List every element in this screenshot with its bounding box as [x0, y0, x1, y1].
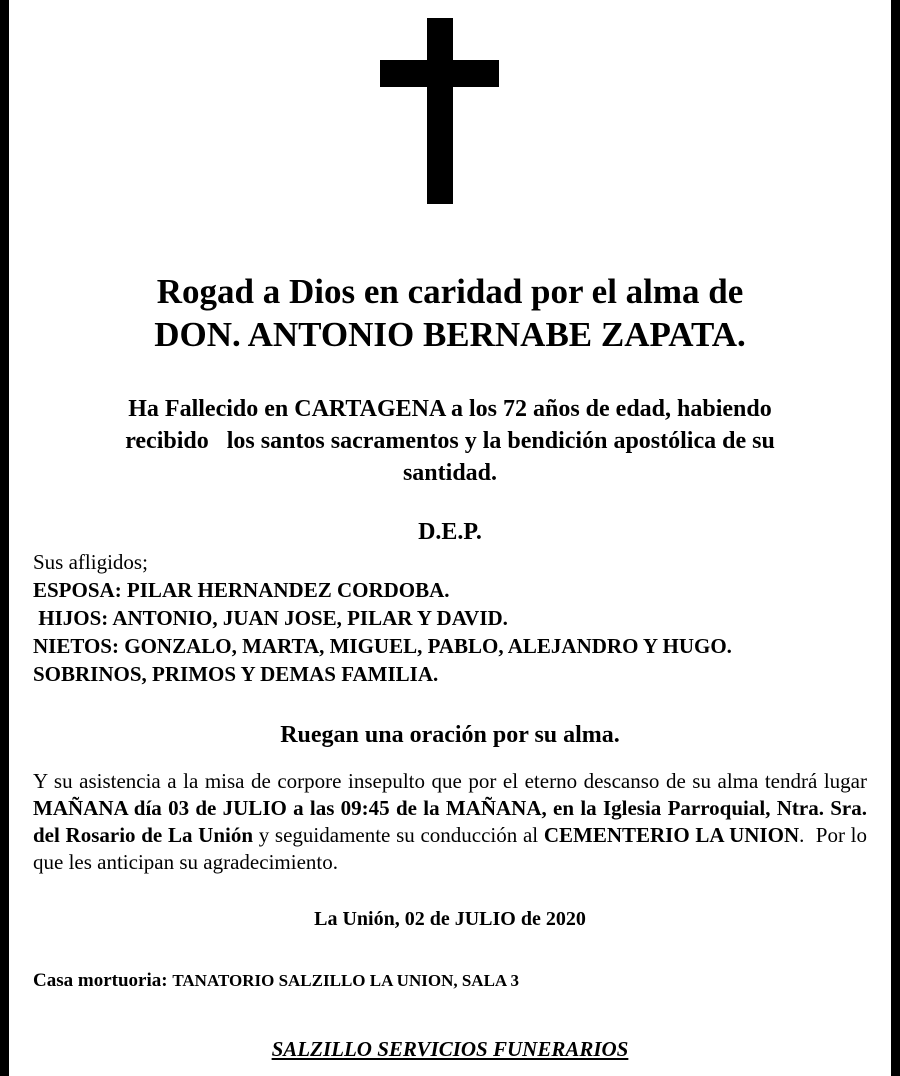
family-list [33, 548, 867, 688]
family-grandchildren: NIETOS: GONZALO, MARTA, MIGUEL, PABLO, ALEJANDRO Y HUGO. [33, 634, 732, 658]
dep-heading: D.E.P. [418, 519, 482, 545]
announcement-line-2: recibido los santos sacramentos y la bendición apostólica de su [125, 428, 775, 454]
cemetery-name: CEMENTERIO LA UNION [543, 823, 800, 847]
mass-time-place: MAÑANA día 03 de JULIO a las 09:45 de la MAÑANA, en la Iglesia Parroquial, Ntra. Sra. del Rosario de La Unión [33, 796, 867, 847]
announcement-line-3: santidad. [402, 460, 498, 486]
funeral-services-signature: SALZILLO SERVICIOS FUNERARIOS [271, 1037, 629, 1061]
funeral-home-value: TANATORIO SALZILLO LA UNION, SALA 3 [172, 971, 520, 990]
prayer-request: Ruegan una oración por su alma. [280, 722, 620, 748]
death-announcement [33, 393, 867, 489]
family-others: SOBRINOS, PRIMOS Y DEMAS FAMILIA. [33, 662, 439, 686]
date-place: La Unión, 02 de JULIO de 2020 [314, 908, 586, 930]
deceased-name: DON. ANTONIO BERNABE ZAPATA. [154, 315, 746, 354]
title-line-1: Rogad a Dios en caridad por el alma de [156, 272, 744, 311]
cross-horizontal-bar [380, 60, 499, 87]
obituary-title [33, 270, 867, 356]
mass-text-1: Y su asistencia a la misa de corpore insepulto que por el eterno descanso de su alma tendrá lugar [33, 769, 867, 793]
funeral-home [33, 968, 867, 994]
family-children: HIJOS: ANTONIO, JUAN JOSE, PILAR Y DAVID. [33, 606, 508, 630]
family-intro: Sus afligidos; [33, 550, 148, 574]
cross-vertical-bar [427, 18, 453, 204]
funeral-home-label: Casa mortuoria: [33, 970, 168, 991]
announcement-line-1: Ha Fallecido en CARTAGENA a los 72 años de edad, habiendo [128, 396, 772, 422]
mass-text-3: . Por lo que les anticipan su agradecimiento. [33, 823, 873, 874]
mass-text-2: y seguidamente su conducción al [253, 823, 544, 847]
latin-cross-icon [9, 0, 900, 210]
family-spouse: ESPOSA: PILAR HERNANDEZ CORDOBA. [33, 578, 450, 602]
mass-paragraph [33, 768, 873, 876]
